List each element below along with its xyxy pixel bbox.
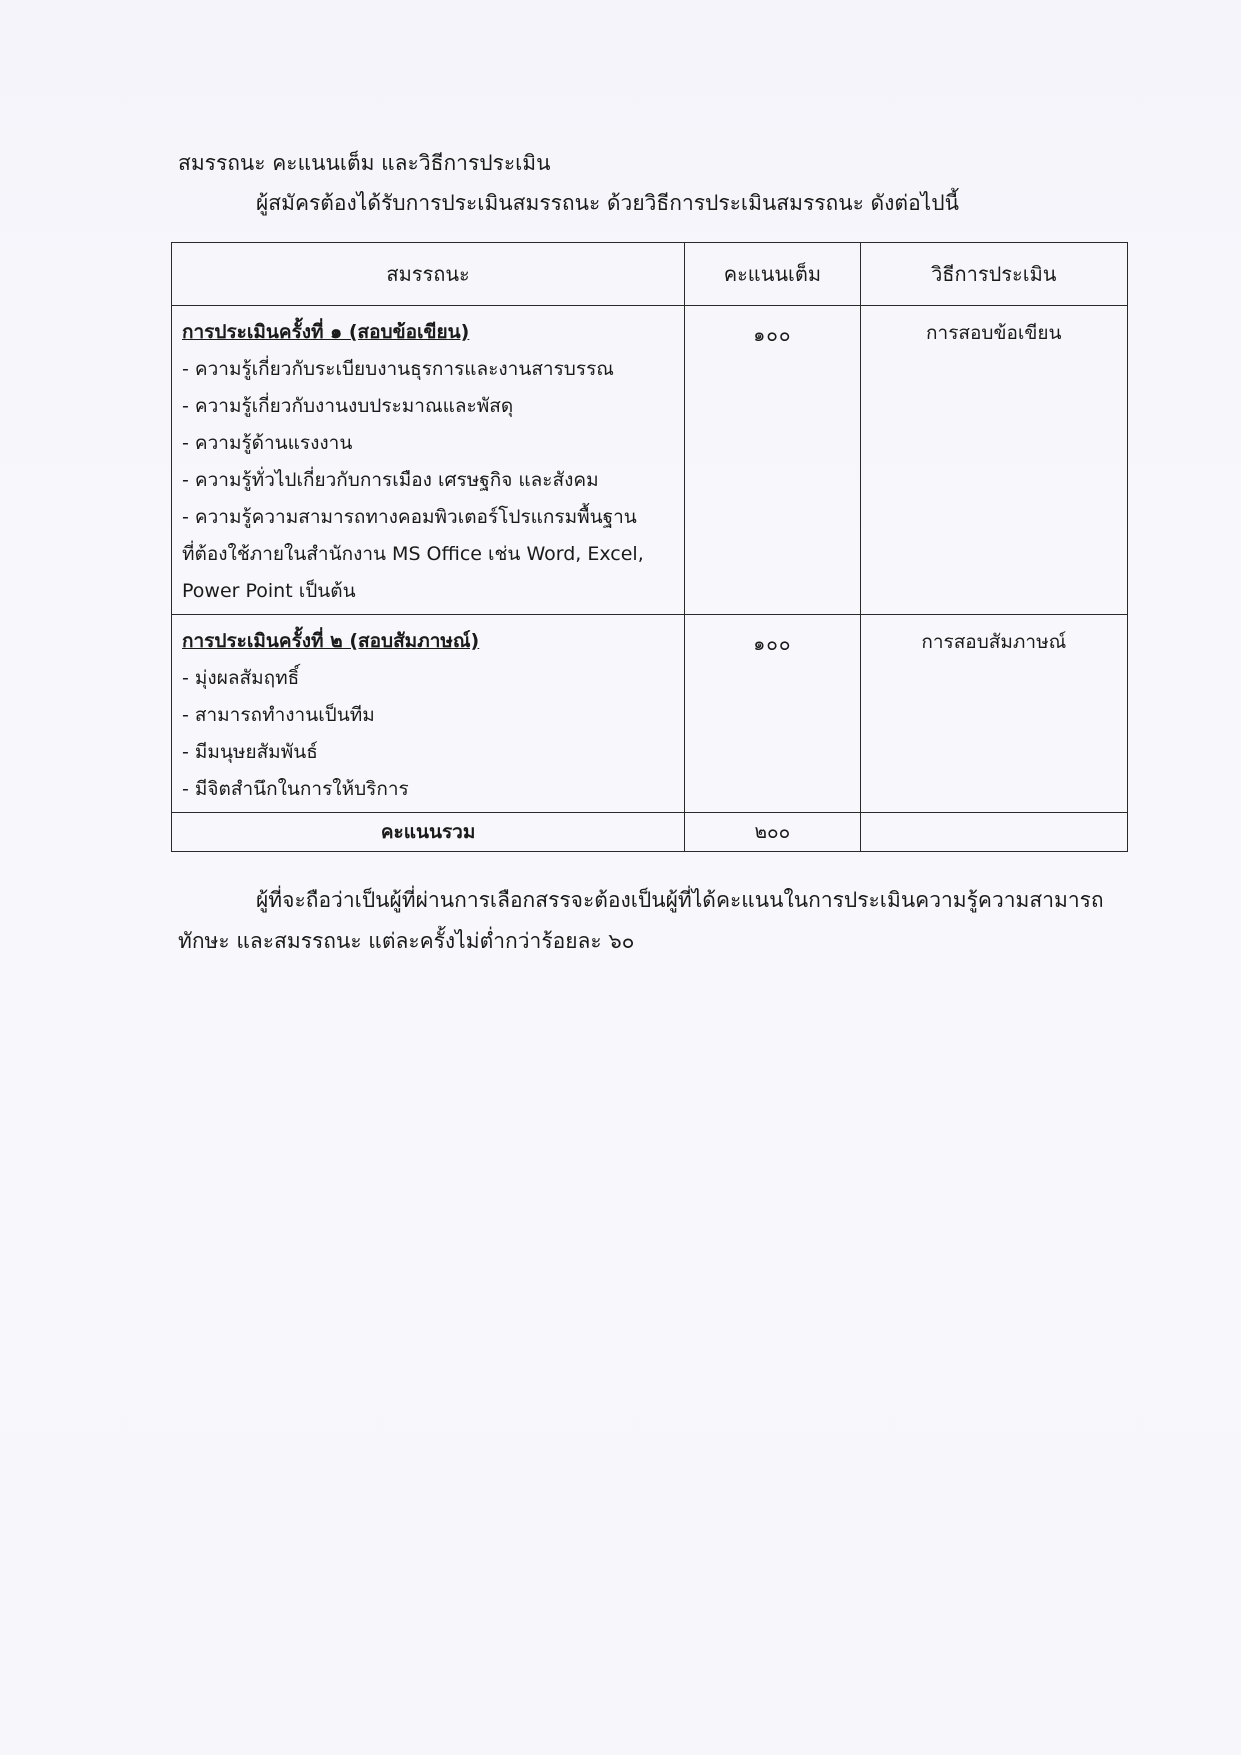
round-1-item: - ความรู้เกี่ยวกับระเบียบงานธุรการและงานสารบรรณ — [182, 358, 614, 380]
round-1-item: - ความรู้ความสามารถทางคอมพิวเตอร์โปรแกรมพื้นฐาน — [182, 506, 637, 528]
header-competency: สมรรถนะ — [172, 243, 685, 306]
round-1-item: - ความรู้เกี่ยวกับงานงบประมาณและพัสดุ — [182, 395, 514, 417]
table-header-row — [172, 243, 1128, 306]
assessment-table — [171, 242, 1128, 852]
table-row-total — [172, 813, 1128, 852]
header-method: วิธีการประเมิน — [860, 243, 1127, 306]
round-1-score: ๑๐๐ — [685, 306, 860, 615]
round-2-competencies — [172, 615, 685, 813]
round-2-score: ๑๐๐ — [685, 615, 860, 813]
round-2-method: การสอบสัมภาษณ์ — [860, 615, 1127, 813]
table-row-round-2 — [172, 615, 1128, 813]
round-2-item: - มีจิตสำนึกในการให้บริการ — [182, 778, 409, 800]
total-method-empty — [860, 813, 1127, 852]
total-label: คะแนนรวม — [172, 813, 685, 852]
round-2-item: - สามารถทำงานเป็นทีม — [182, 704, 375, 726]
round-1-competencies — [172, 306, 685, 615]
round-2-item: - มุ่งผลสัมฤทธิ์ — [182, 667, 300, 689]
section-heading: สมรรถนะ คะแนนเต็ม และวิธีการประเมิน — [178, 151, 551, 175]
closing-line-1: ผู้ที่จะถือว่าเป็นผู้ที่ผ่านการเลือกสรรจะต้องเป็นผู้ที่ได้คะแนนในการประเมินความรู้ความสามารถ — [256, 888, 1104, 912]
round-1-item: - ความรู้ด้านแรงงาน — [182, 432, 353, 454]
closing-line-2: ทักษะ และสมรรถนะ แต่ละครั้งไม่ต่ำกว่าร้อยละ ๖๐ — [178, 929, 635, 953]
closing-paragraph — [178, 880, 1118, 962]
round-1-method: การสอบข้อเขียน — [860, 306, 1127, 615]
total-score: ๒๐๐ — [685, 813, 860, 852]
round-1-item: ที่ต้องใช้ภายในสำนักงาน MS Office เช่น Word, Excel, — [182, 543, 644, 565]
header-full-score: คะแนนเต็ม — [685, 243, 860, 306]
intro-paragraph: ผู้สมัครต้องได้รับการประเมินสมรรถนะ ด้วยวิธีการประเมินสมรรถนะ ดังต่อไปนี้ — [256, 191, 959, 215]
round-2-title: การประเมินครั้งที่ ๒ (สอบสัมภาษณ์) — [182, 630, 480, 652]
round-2-item: - มีมนุษยสัมพันธ์ — [182, 741, 318, 763]
table-row-round-1 — [172, 306, 1128, 615]
round-1-item: - ความรู้ทั่วไปเกี่ยวกับการเมือง เศรษฐกิจ และสังคม — [182, 469, 599, 491]
round-1-title: การประเมินครั้งที่ ๑ (สอบข้อเขียน) — [182, 321, 470, 343]
round-1-item: Power Point เป็นต้น — [182, 580, 356, 602]
